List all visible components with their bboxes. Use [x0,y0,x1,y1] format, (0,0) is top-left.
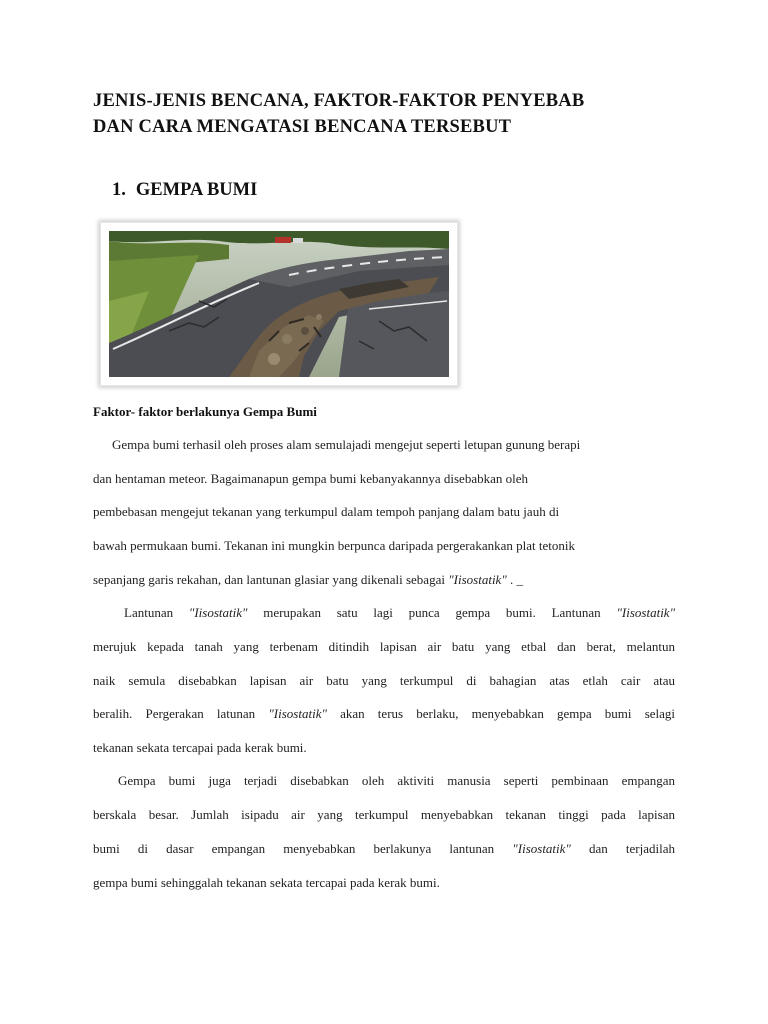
page-title [93,88,693,140]
paragraph-2-line-5: tekanan sekata tercapai pada kerak bumi. [93,740,307,755]
paragraph-1-line-4: bawah permukaan bumi. Tekanan ini mungkin berpunca daripada pergerakankan plat tetonik [93,538,575,553]
paragraph-1-line-3: pembebasan mengejut tekanan yang terkumpul dalam tempoh panjang dalam batu jauh di [93,504,560,519]
text-segment: merupakan satu lagi punca gempa bumi. Lantunan [263,605,601,620]
paragraph-3-line-3 [93,841,675,857]
subheading-faktor: Faktor- faktor berlakunya Gempa Bumi [93,404,317,419]
title-line-2: DAN CARA MENGATASI BENCANA TERSEBUT [93,117,512,137]
paragraph-2-line-3: naik semula disebabkan lapisan air batu yang terkumpul di bahagian atas etlah cair atau [93,673,675,688]
paragraph-2-line-2: merujuk kepada tanah yang terbenam ditindih lapisan air batu yang etbal dan berat, melantun [93,639,675,654]
paragraph-3-line-2: berskala besar. Jumlah isipadu air yang terkumpul menyebabkan tekanan tinggi pada lapisan [93,807,675,822]
title-line-1: JENIS-JENIS BENCANA, FAKTOR-FAKTOR PENYEBAB [93,91,585,111]
paragraph-3-line-4: gempa bumi sehinggalah tekanan sekata tercapai pada kerak bumi. [93,875,440,890]
text-segment: bumi di dasar empangan menyebabkan berlakunya lantunan [93,841,495,856]
text-segment: Lantunan [124,605,174,620]
section-number: 1. [112,180,126,200]
earthquake-photo [100,222,458,386]
text-segment: akan terus berlaku, menyebabkan gempa bumi selagi [340,706,676,721]
term-isostatik: "Iisostatik" [268,706,327,721]
term-isostatik: "Iisostatik" [188,605,248,620]
paragraph-1-line-1: Gempa bumi terhasil oleh proses alam semulajadi mengejut seperti letupan gunung berapi [112,437,581,452]
text-segment: . _ [506,572,524,587]
section-heading [112,180,257,201]
term-isostatik: "Iisostatik" [448,572,507,587]
earthquake-road-photo-icon [109,231,449,377]
text-segment: beralih. Pergerakan latunan [93,706,256,721]
paragraph-1-line-5 [93,572,675,588]
term-isostatik: "Iisostatik" [512,841,571,856]
paragraph-1-line-2: dan hentaman meteor. Bagaimanapun gempa bumi kebanyakannya disebabkan oleh [93,471,528,486]
section-title: GEMPA BUMI [135,180,258,200]
paragraph-2-line-4 [93,706,675,722]
term-isostatik: "Iisostatik" [616,605,676,620]
paragraph-2-line-1 [124,605,675,621]
text-segment: dan terjadilah [589,841,676,856]
paragraph-3-line-1: Gempa bumi juga terjadi disebabkan oleh aktiviti manusia seperti pembinaan empangan [118,773,675,788]
text-segment: sepanjang garis rekahan, dan lantunan glasiar yang dikenali sebagai [93,572,445,587]
